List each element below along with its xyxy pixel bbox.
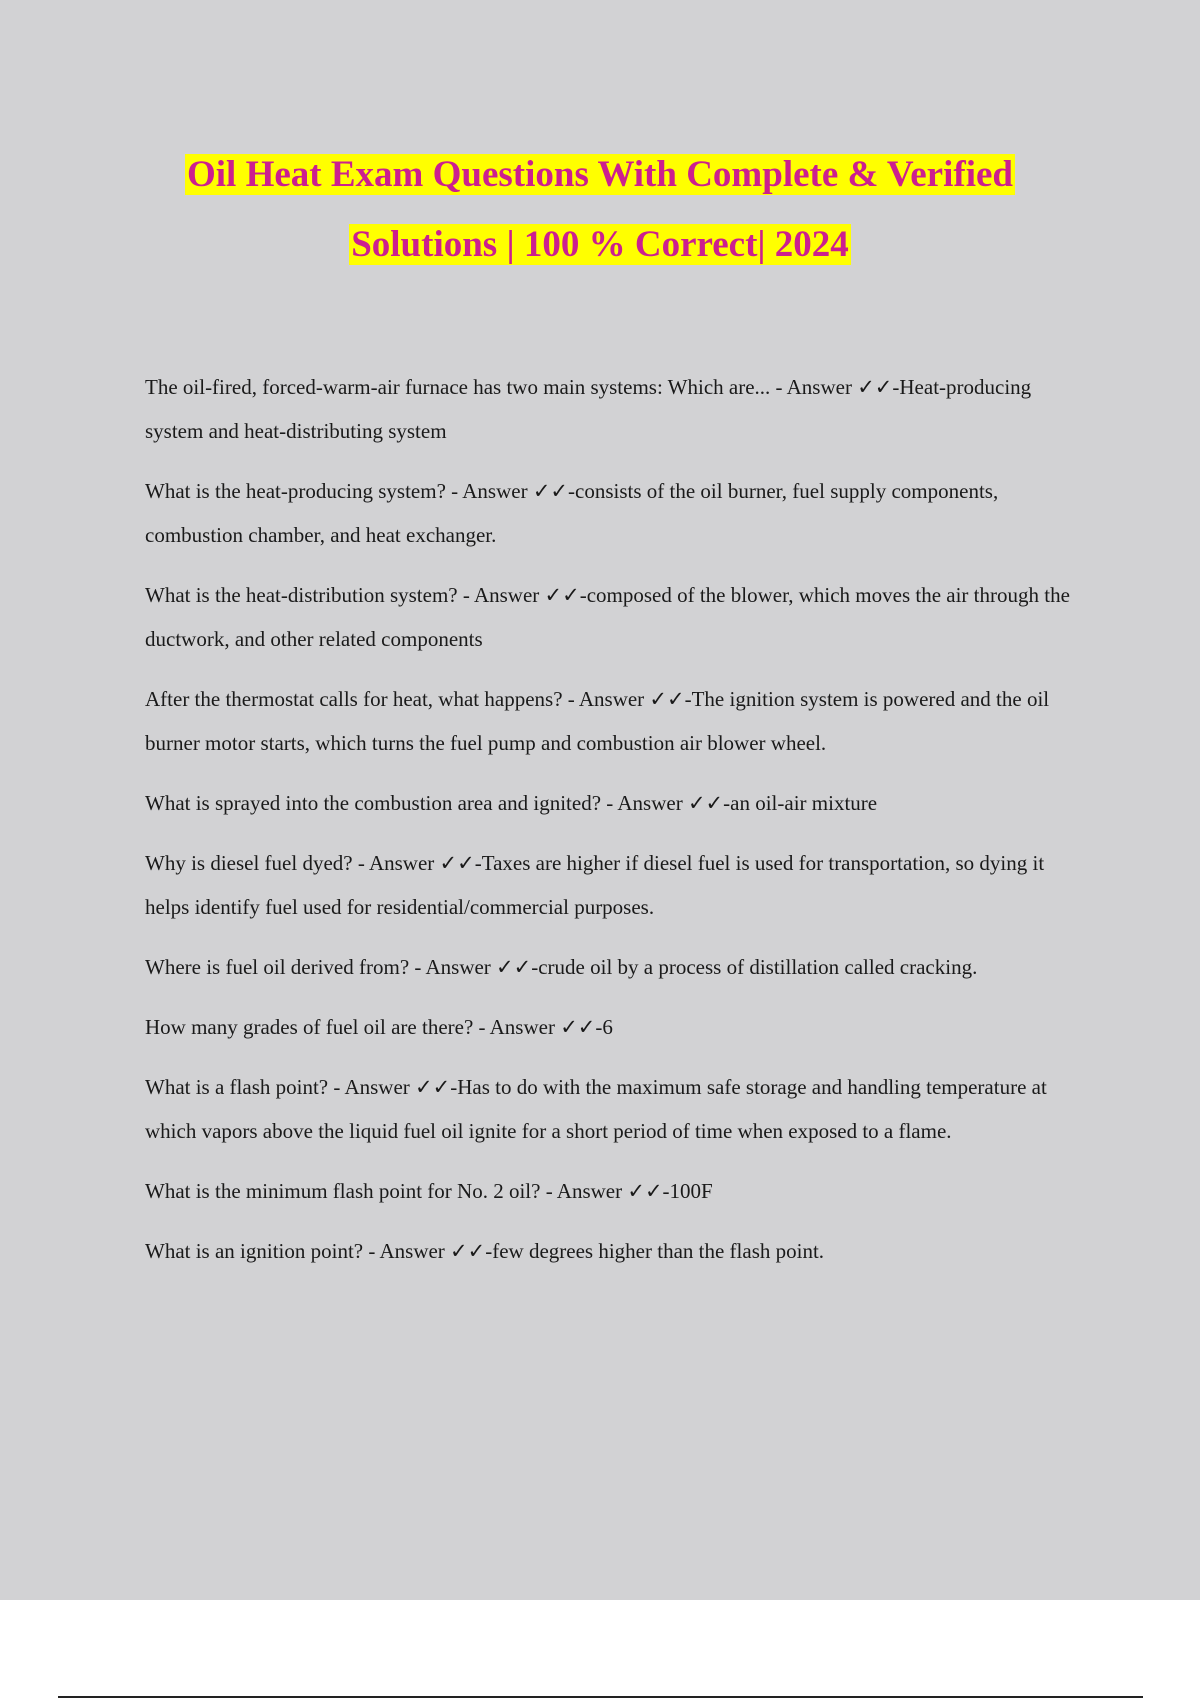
- document-title: [100, 140, 1100, 280]
- answer-separator: - Answer: [562, 687, 650, 711]
- answer-text: The ignition system is powered and the oil burner motor starts, which turns the fuel pump and combustion air blower wheel.: [145, 687, 1050, 755]
- check-mark-icon: ✓✓-: [687, 791, 731, 815]
- answer-separator: - Answer: [409, 955, 497, 979]
- check-mark-icon: ✓✓-: [649, 687, 692, 711]
- question-text: Where is fuel oil derived from?: [145, 955, 410, 979]
- check-mark-icon: ✓✓-: [857, 375, 900, 399]
- answer-text: Heat-producing system and heat-distributing system: [145, 375, 1032, 443]
- footer-divider: [58, 1696, 1143, 1698]
- question-text: What is an ignition point?: [145, 1239, 364, 1263]
- answer-text: Has to do with the maximum safe storage and handling temperature at which vapors above the liquid fuel oil ignite for a short period of time when exposed to a flame.: [145, 1075, 1047, 1143]
- question-text: What is the heat-producing system?: [145, 479, 446, 503]
- qa-item: [145, 677, 1090, 765]
- check-mark-icon: ✓✓-: [496, 955, 539, 979]
- answer-text: an oil-air mixture: [730, 791, 878, 815]
- answer-text: composed of the blower, which moves the air through the ductwork, and other related components: [145, 583, 1070, 651]
- qa-item: [145, 573, 1090, 661]
- answer-text: crude oil by a process of distillation called cracking.: [538, 955, 978, 979]
- answer-separator: - Answer: [445, 479, 533, 503]
- question-text: The oil-fired, forced-warm-air furnace has two main systems: Which are...: [145, 375, 771, 399]
- qa-item: [145, 1169, 1090, 1213]
- answer-text: Taxes are higher if diesel fuel is used for transportation, so dying it helps identify fuel used for residential/commercial purposes.: [145, 851, 1045, 919]
- question-text: What is the heat-distribution system?: [145, 583, 458, 607]
- answer-text: consists of the oil burner, fuel supply components, combustion chamber, and heat exchanger.: [145, 479, 999, 547]
- answer-text: 100F: [669, 1179, 713, 1203]
- answer-text: few degrees higher than the flash point.: [492, 1239, 825, 1263]
- check-mark-icon: ✓✓-: [439, 851, 482, 875]
- answer-separator: - Answer: [540, 1179, 628, 1203]
- title-line-1: Oil Heat Exam Questions With Complete & Verified: [187, 154, 1013, 195]
- question-text: Why is diesel fuel dyed?: [145, 851, 353, 875]
- answer-separator: - Answer: [363, 1239, 451, 1263]
- qa-item: [145, 945, 1090, 989]
- qa-item: [145, 841, 1090, 929]
- qa-item: [145, 781, 1090, 825]
- answer-separator: - Answer: [457, 583, 545, 607]
- check-mark-icon: ✓✓-: [627, 1179, 670, 1203]
- check-mark-icon: ✓✓-: [450, 1239, 493, 1263]
- question-text: How many grades of fuel oil are there?: [145, 1015, 474, 1039]
- check-mark-icon: ✓✓-: [544, 583, 587, 607]
- qa-item: [145, 469, 1090, 557]
- qa-item: [145, 1229, 1090, 1273]
- question-text: What is a flash point?: [145, 1075, 329, 1099]
- question-text: After the thermostat calls for heat, what happens?: [145, 687, 563, 711]
- qa-list: [145, 365, 1090, 1289]
- title-line-2: Solutions | 100 % Correct| 2024: [351, 224, 849, 265]
- qa-item: [145, 1005, 1090, 1049]
- answer-separator: - Answer: [352, 851, 440, 875]
- answer-separator: - Answer: [328, 1075, 416, 1099]
- check-mark-icon: ✓✓-: [560, 1015, 603, 1039]
- check-mark-icon: ✓✓-: [415, 1075, 458, 1099]
- question-text: What is sprayed into the combustion area and ignited?: [145, 791, 602, 815]
- question-text: What is the minimum flash point for No. 2 oil?: [145, 1179, 541, 1203]
- answer-text: 6: [602, 1015, 613, 1039]
- answer-separator: - Answer: [770, 375, 858, 399]
- check-mark-icon: ✓✓-: [532, 479, 576, 503]
- qa-item: [145, 1065, 1090, 1153]
- qa-item: [145, 365, 1090, 453]
- answer-separator: - Answer: [473, 1015, 561, 1039]
- answer-separator: - Answer: [601, 791, 688, 815]
